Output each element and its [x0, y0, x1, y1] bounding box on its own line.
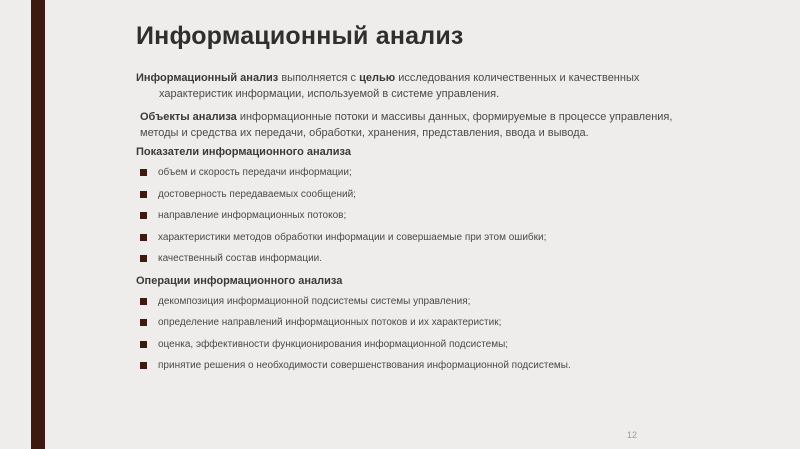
operations-heading: Операции информационного анализа [136, 274, 343, 287]
definition-paragraph [136, 70, 676, 102]
list-item: принятие решения о необходимости совершенствования информационной подсистемы. [136, 355, 676, 377]
objects-rest: информационные потоки и массивы данных, формируемые в процессе управления, методы и средства их передачи, обработки, хранения, представления, ввода и вывода. [140, 111, 673, 139]
list-item: объем и скорость передачи информации; [136, 162, 676, 184]
accent-bar [31, 0, 45, 449]
objects-paragraph [136, 109, 676, 141]
list-item: оценка, эффективности функционирования информационной подсистемы; [136, 334, 676, 356]
definition-term: Информационный анализ [136, 72, 279, 84]
definition-rest: исследования количественных и качественных характеристик информации, используемой в системе управления. [159, 72, 640, 100]
list-item: декомпозиция информационной подсистемы системы управления; [136, 291, 676, 313]
indicators-list [136, 162, 676, 270]
operations-list [136, 291, 676, 377]
indicators-heading: Показатели информационного анализа [136, 146, 351, 158]
list-item: направление информационных потоков; [136, 205, 676, 227]
objects-term: Объекты анализа [140, 111, 237, 123]
definition-mid: выполняется с [278, 72, 360, 84]
slide-content [136, 70, 676, 377]
page-number: 12 [627, 430, 638, 440]
definition-goal: целью [359, 72, 396, 84]
list-item: определение направлений информационных потоков и их характеристик; [136, 312, 676, 334]
slide-title: Информационный анализ [136, 22, 464, 50]
list-item: качественный состав информации. [136, 248, 676, 270]
list-item: достоверность передаваемых сообщений; [136, 184, 676, 206]
list-item: характеристики методов обработки информации и совершаемые при этом ошибки; [136, 227, 676, 249]
